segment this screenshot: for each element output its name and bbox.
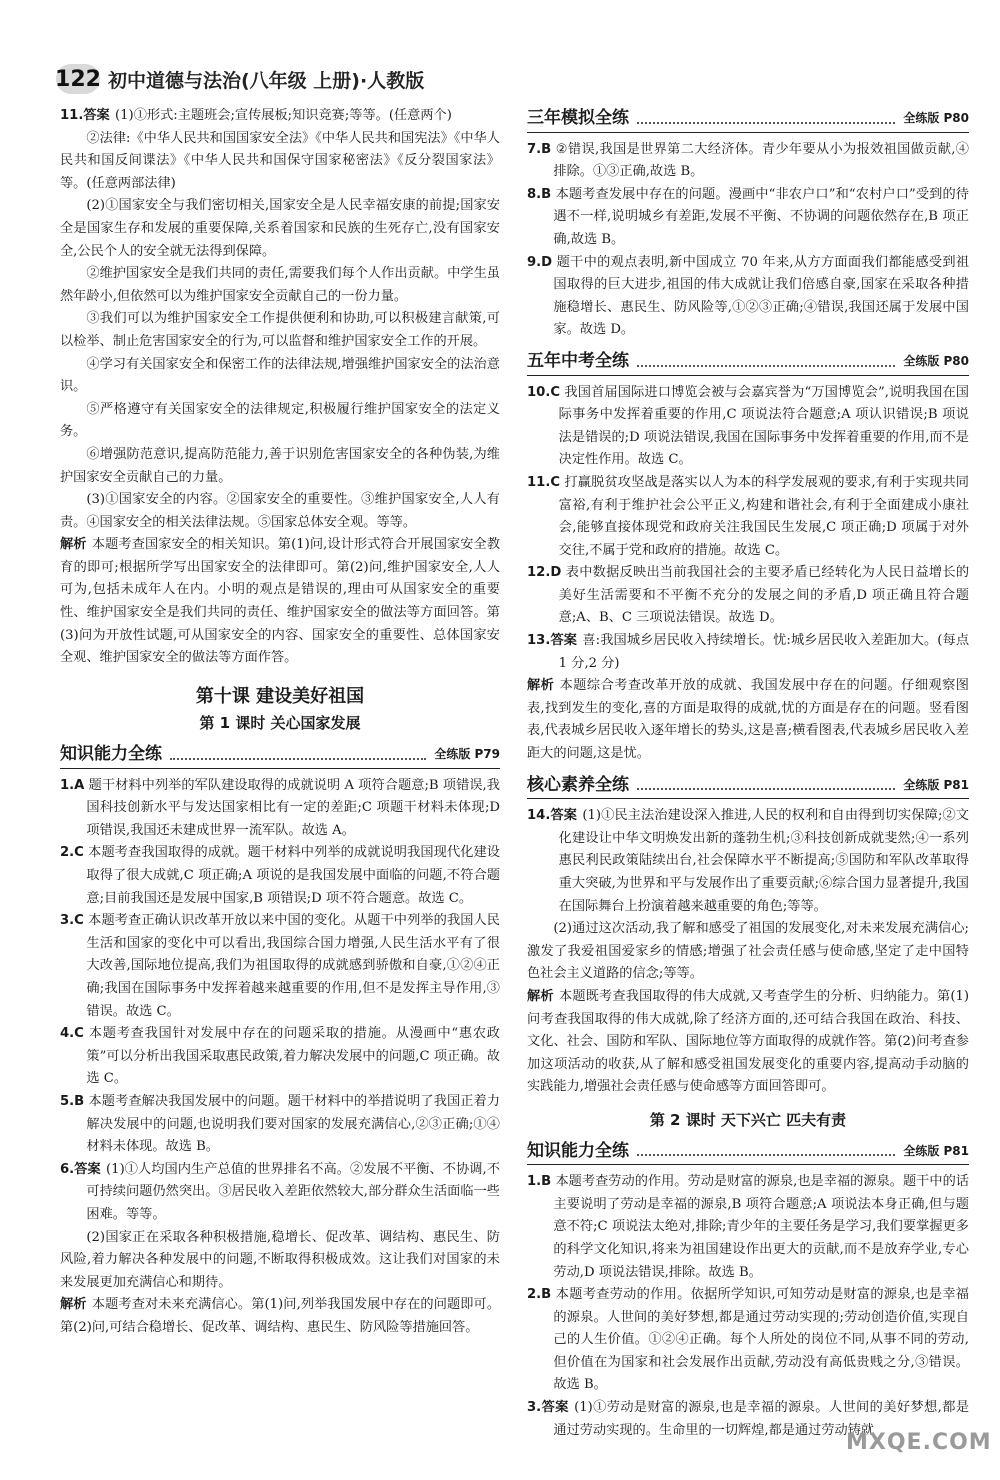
section-title: 三年模拟全练 bbox=[527, 108, 629, 128]
answer-item: 7.B ②错误,我国是世界第二大经济体。青少年要从小为报效祖国做贡献,④排除。①③正确,故选 B。 bbox=[527, 141, 969, 180]
section-divider bbox=[170, 758, 426, 760]
analysis-13: 解析 本题综合考查改革开放的成就、我国发展中存在的问题。仔细观察图表,找到发生的变化,喜的方面是取得的成就,忧的方面是存在的问题。竖看图表,代表城乡居民收入逐年增长的势头,这是喜;横看图表,代表城乡居民收入差距大的问题,这是忧。 bbox=[527, 678, 969, 762]
answer-3: 3.答案 (1)①劳动是财富的源泉,也是幸福的源泉。人世间的美好梦想,都是通过劳动实现的。生命里的一切辉煌,都是通过劳动铸就 bbox=[527, 1400, 970, 1438]
section-header bbox=[527, 1138, 969, 1166]
answer-item: 1.B 本题考查劳动的作用。劳动是财富的源泉,也是幸福的源泉。题干中的话主要说明了劳动是幸福的源泉,B 项符合题意;A 项说法本身正确,但与题意不符;C 项说法太绝对,排除;青少年的主要任务是学习,我们要掌握更多的科学文化知识,将来为祖国建设作出更大的贡献,而不是放弃学业,专心劳动,D 项说法错误,排除。故选 B。 bbox=[527, 1174, 969, 1280]
answer-11-p9: (3)①国家安全的内容。②国家安全的重要性。③维护国家安全,人人有责。④国家安全的相关法律法规。⑤国家总体安全观。等等。 bbox=[60, 492, 500, 530]
answer-item: 12.D 表中数据反映出当前我国社会的主要矛盾已经转化为人民日益增长的美好生活需要和不平衡不充分的发展之间的矛盾,D 项正确且符合题意;A、B、C 三项说法错误。故选 D。 bbox=[527, 565, 970, 626]
analysis-14: 解析 本题既考查我国取得的伟大成就,又考查学生的分析、归纳能力。第(1)问考查我国取得的伟大成就,除了经济方面的,还可结合我国在政治、科技、文化、社会、国防和军队、国际地位等方面取得的成就作答。第(2)问考查参加这项活动的收获,从了解和感受祖国发展变化的重要内容,提高动手动脑的实践能力,增强社会责任感与使命感等方面回答即可。 bbox=[527, 988, 970, 1095]
answer-11-p5: ③我们可以为维护国家安全工作提供便利和协助,可以积极建言献策,可以检举、制止危害国家安全的行为,可以监督和维护国家安全工作的开展。 bbox=[60, 311, 500, 349]
lesson-title: 第十课 建设美好祖国 bbox=[195, 685, 365, 707]
answer-11-p3: (2)①国家安全与我们密切相关,国家安全是人民幸福安康的前提;国家安全是国家生存和发展的重要保障,关系着国家和民族的生死存亡,没有国家安全,公民个人的安全就无法得到保障。 bbox=[60, 198, 500, 259]
section-ref: 全练版 P79 bbox=[434, 747, 500, 762]
section-header bbox=[527, 772, 969, 800]
section-header bbox=[527, 348, 969, 376]
section-ref: 全练版 P80 bbox=[903, 111, 969, 125]
answer-11-p1: 11.答案 (1)①形式:主题班会;宣传展板;知识竞赛;等等。(任意两个) bbox=[60, 108, 452, 123]
answer-item: 5.B 本题考查解决我国发展中的问题。题干材料中的举措说明了我国正着力解决发展中的问题,也说明我们要对国家的发展充满信心,②③正确;①④材料未体现。故选 B。 bbox=[60, 1093, 500, 1155]
page-number: 122 bbox=[56, 64, 100, 94]
answer-item: 10.C 我国首届国际进口博览会被与会嘉宾誉为“万国博览会”,说明我国在国际事务中发挥着重要的作用,C 项说法符合题意;A 项认识错误;B 项说法是错误的;D 项说法错误,我国在国际事务中发挥着重要的作用,而不是决定性作用。故选 C。 bbox=[527, 384, 969, 468]
answer-14-p2: (2)通过这次活动,我了解和感受了祖国的发展变化,对未来发展充满信心;激发了我爱祖国爱家乡的情感;增强了社会责任感与使命感,坚定了走中国特色社会主义道路的信念;等等。 bbox=[527, 921, 969, 982]
answer-11-p7: ⑤严格遵守有关国家安全的法律规定,积极履行维护国家安全的法定义务。 bbox=[60, 401, 500, 440]
section-divider bbox=[637, 1154, 895, 1156]
answer-item: 8.B 本题考查发展中存在的问题。漫画中“非农户口”和“农村户口”受到的待遇不一样,说明城乡有差距,发展不平衡、不协调的问题依然存在,B 项正确,故选 B。 bbox=[527, 186, 969, 247]
right-column bbox=[527, 105, 969, 1442]
section-title: 核心素养全练 bbox=[527, 774, 629, 795]
watermark: MXQE.COM bbox=[846, 1430, 992, 1455]
section-ref: 全练版 P80 bbox=[903, 353, 969, 368]
section-ref: 全练版 P81 bbox=[903, 1143, 969, 1158]
left-column bbox=[60, 105, 500, 1339]
section-header bbox=[527, 105, 969, 133]
section-header bbox=[60, 741, 500, 769]
answer-11-p8: ⑥增强防范意识,提高防范能力,善于识别危害国家安全的各种伪装,为维护国家安全贡献自己的力量。 bbox=[60, 446, 500, 485]
analysis-11: 解析 本题考查国家安全的相关知识。第(1)问,设计形式符合开展国家安全教育的即可;根据所学写出国家安全的法律即可。第(2)问,维护国家安全,人人可为,包括未成年人在内。小明的观点是错误的,理由可从国家安全的重要性、维护国家安全是我们共同的责任、维护国家安全的做法等方面回答。第(3)问为开放性试题,可从国家安全的内容、国家安全的重要性、总体国家安全观、维护国家安全的做法等方面作答。 bbox=[60, 537, 501, 666]
section-divider bbox=[637, 365, 895, 367]
answer-item: 4.C 本题考查我国针对发展中存在的问题采取的措施。从漫画中“惠农政策”可以分析出我国采取惠民政策,着力解决发展中的问题,C 项正确。故选 C。 bbox=[60, 1026, 500, 1087]
analysis-6: 解析 本题考查对未来充满信心。第(1)问,列举我国发展中存在的问题即可。第(2)问,可结合稳增长、促改革、调结构、惠民生、防风险等措施回答。 bbox=[60, 1297, 501, 1335]
sub-lesson-title: 第 2 课时 天下兴亡 匹夫有责 bbox=[649, 1110, 847, 1129]
answer-item: 1.A 题干材料中列举的军队建设取得的成就说明 A 项符合题意;B 项错误,我国科技创新水平与发达国家相比有一定的差距;C 项题干材料未体现;D 项错误,我国还未建成世界一流军队。故选 A。 bbox=[60, 777, 500, 838]
answer-13: 13.答案 喜:我国城乡居民收入持续增长。忧:城乡居民收入差距加大。(每点 1 分,2 分) bbox=[527, 633, 970, 671]
section-title: 知识能力全练 bbox=[527, 1140, 629, 1161]
book-title: 初中道德与法治(八年级 上册)·人教版 bbox=[108, 69, 425, 92]
section-ref: 全练版 P81 bbox=[903, 777, 969, 792]
answer-item: 11.C 打赢脱贫攻坚战是落实以人为本的科学发展观的要求,有利于实现共同富裕,有利于维护社会公平正义,构建和谐社会,有利于全面建成小康社会,能够直接体现党和政府关注我国民生发展,C 项正确;D 项属于对外交往,不属于党和政府的措施。故选 C。 bbox=[527, 474, 969, 558]
answer-11-p6: ④学习有关国家安全和保密工作的法律法规,增强维护国家安全的法治意识。 bbox=[60, 356, 500, 395]
answer-item: 2.B 本题考查劳动的作用。依据所学知识,可知劳动是财富的源泉,也是幸福的源泉。人世间的美好梦想,都是通过劳动实现的;劳动创造价值,实现自己的人生价值。①②④正确。每个人所处的岗位不同,从事不同的劳动,但价值在为国家和社会发展作出贡献,劳动没有高低贵贱之分,③错误。故选 B。 bbox=[527, 1287, 969, 1393]
answer-11-p2: ②法律:《中华人民共和国国家安全法》《中华人民共和国宪法》《中华人民共和国反间谍法》《中华人民共和国保守国家秘密法》《反分裂国家法》等。(任意两部法律) bbox=[60, 130, 500, 191]
section-title: 知识能力全练 bbox=[60, 744, 162, 765]
answer-item: 3.C 本题考查正确认识改革开放以来中国的变化。从题干中列举的我国人民生活和国家的变化中可以看出,我国综合国力增强,人民生活水平有了很大改善,国际地位提高,我们为祖国取得的成就感到骄傲和自豪,①②④正确;我国在国际事务中发挥着越来越重要的作用,但不是发挥主导作用,③错误。故选 C。 bbox=[60, 913, 500, 1019]
answer-11-p4: ②维护国家安全是我们共同的责任,需要我们每个人作出贡献。中学生虽然年龄小,但依然可以为维护国家安全贡献自己的一份力量。 bbox=[60, 266, 500, 304]
sub-lesson-title: 第 1 课时 关心国家发展 bbox=[199, 714, 361, 733]
page-header bbox=[56, 62, 424, 96]
answer-item: 2.C 本题考查我国取得的成就。题干材料中列举的成就说明我国现代化建设取得了很大成就,C 项正确;A 项说的是我国发展中面临的问题,不符合题意;目前我国还是发展中国家,B 项错误;D 项不符合题意。故选 C。 bbox=[60, 845, 500, 906]
answer-6-p2: (2)国家正在采取各种积极措施,稳增长、促改革、调结构、惠民生、防风险,着力解决各种发展中的问题,不断取得积极成效。这让我们对国家的未来发展更加充满信心和期待。 bbox=[60, 1229, 500, 1290]
answer-item: 9.D 题干中的观点表明,新中国成立 70 年来,从方方面面我们都能感受到祖国取得的巨大进步,祖国的伟大成就让我们倍感自豪,国家在采取各种措施稳增长、惠民生、防风险等,①②③正确;④错误,我国还属于发展中国家。故选 D。 bbox=[527, 254, 970, 338]
answer-14-p1: 14.答案 (1)①民主法治建设深入推进,人民的权利和自由得到切实保障;②文化建设让中华文明焕发出新的蓬勃生机;③科技创新成就斐然;④一系列惠民利民政策陆续出台,社会保障水平不断提高;⑤国防和军队改革取得重大突破,为世界和平与发展作出了重要贡献;⑥综合国力显著提升,我国在国际舞台上扮演着越来越重要的角色;等等。 bbox=[527, 808, 969, 914]
section-divider bbox=[637, 122, 895, 124]
section-divider bbox=[637, 788, 895, 790]
answer-6-p1: 6.答案 (1)①人均国内生产总值的世界排名不高。②发展不平衡、不协调,不可持续问题仍然突出。③居民收入差距依然较大,部分群众生活面临一些困难。等等。 bbox=[60, 1161, 501, 1222]
section-title: 五年中考全练 bbox=[527, 350, 629, 371]
